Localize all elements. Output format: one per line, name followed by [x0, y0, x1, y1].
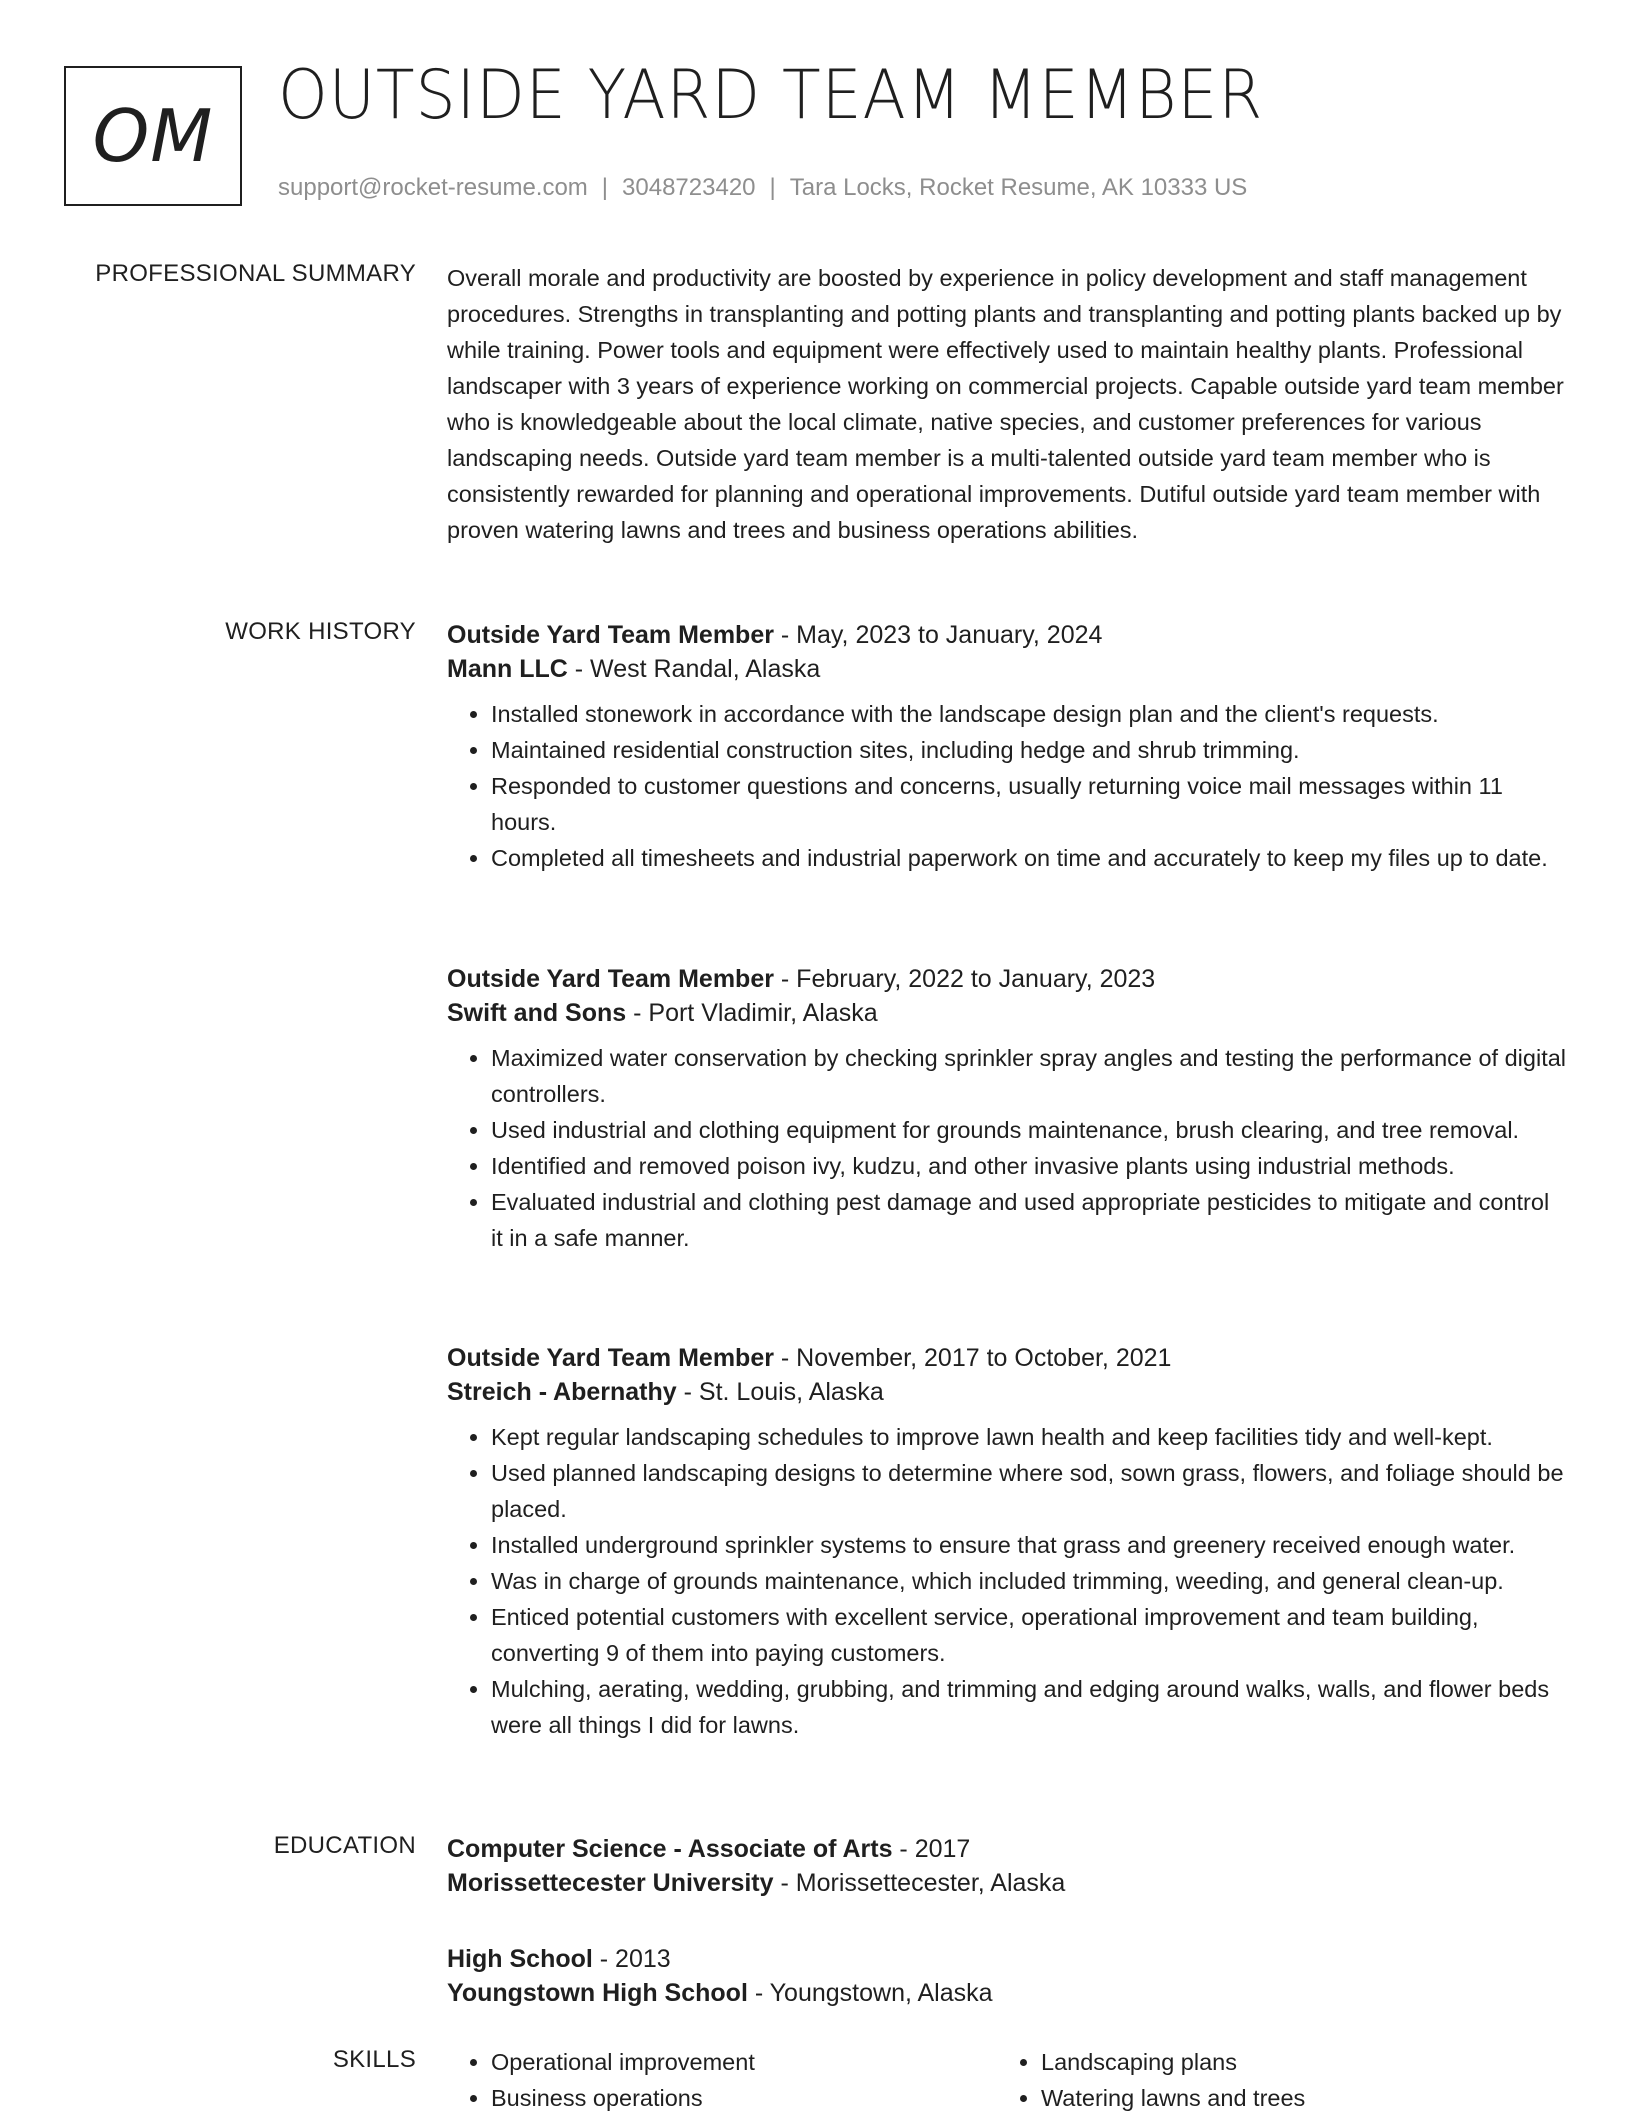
skill-item: • Business operations — [491, 2080, 997, 2116]
section-label-skills: SKILLS — [332, 2046, 416, 2073]
job-location: - West Randal, Alaska — [567, 655, 821, 683]
skills-column-left — [447, 2044, 997, 2116]
job-dates: - November, 2017 to October, 2021 — [773, 1344, 1172, 1372]
job-company-line — [447, 1375, 1567, 1409]
education-degree: Computer Science - Associate of Arts — [447, 1835, 893, 1863]
job-title-line — [447, 962, 1567, 996]
job-company: Streich - Abernathy — [447, 1378, 677, 1406]
education-degree-line — [447, 1832, 1567, 1866]
job-title-line — [447, 618, 1567, 652]
job-entry — [447, 618, 1567, 876]
monogram-box — [64, 66, 242, 206]
contact-email[interactable]: support@rocket-resume.com — [278, 174, 588, 201]
list-item: • Identified and removed poison ivy, kudzu, and other invasive plants using industrial methods. — [491, 1148, 1567, 1184]
contact-phone[interactable]: 3048723420 — [622, 174, 756, 201]
education-location: - Morissettecester, Alaska — [773, 1869, 1066, 1897]
education-school-line — [447, 1976, 1567, 2010]
education-year: - 2013 — [592, 1945, 671, 1973]
education-degree: High School — [447, 1945, 593, 1973]
education-school-line — [447, 1866, 1567, 1900]
list-item: • Responded to customer questions and concerns, usually returning voice mail messages within 11 hours. — [491, 768, 1567, 840]
job-title-line — [447, 1341, 1567, 1375]
list-item: • Maintained residential construction sites, including hedge and shrub trimming. — [491, 732, 1567, 768]
resume-title: OUTSIDE YARD TEAM MEMBER — [278, 56, 1264, 135]
job-dates: - May, 2023 to January, 2024 — [773, 621, 1103, 649]
list-item: • Mulching, aerating, wedding, grubbing, and trimming and edging around walks, walls, and flower beds were all things I did for lawns. — [491, 1671, 1567, 1743]
job-company: Swift and Sons — [447, 999, 627, 1027]
skill-item: • Operational improvement — [491, 2044, 997, 2080]
skill-item: • Landscaping plans — [1041, 2044, 1547, 2080]
job-bullets — [447, 696, 1567, 876]
skill-item: • Watering lawns and trees — [1041, 2080, 1547, 2116]
job-company-line — [447, 996, 1567, 1030]
education-location: - Youngstown, Alaska — [747, 1979, 993, 2007]
education-entry — [447, 1942, 1567, 2010]
contact-line — [278, 174, 1247, 202]
education-school: Morissettecester University — [447, 1869, 774, 1897]
contact-separator: | — [601, 174, 609, 201]
list-item: • Used industrial and clothing equipment for grounds maintenance, brush clearing, and tree removal. — [491, 1112, 1567, 1148]
section-label-work: WORK HISTORY — [225, 618, 416, 645]
contact-separator: | — [769, 174, 776, 201]
education-degree-line — [447, 1942, 1567, 1976]
job-title: Outside Yard Team Member — [447, 1344, 774, 1372]
job-company-line — [447, 652, 1567, 686]
list-item: • Maximized water conservation by checking sprinkler spray angles and testing the performance of digital controllers. — [491, 1040, 1567, 1112]
job-bullets — [447, 1419, 1567, 1743]
education-school: Youngstown High School — [447, 1979, 748, 2007]
job-company: Mann LLC — [447, 655, 568, 683]
job-title: Outside Yard Team Member — [447, 621, 774, 649]
list-item: • Evaluated industrial and clothing pest damage and used appropriate pesticides to mitigate and control it in a safe manner. — [491, 1184, 1567, 1256]
list-item: • Completed all timesheets and industrial paperwork on time and accurately to keep my files up to date. — [491, 840, 1567, 876]
summary-section — [447, 260, 1567, 548]
job-title: Outside Yard Team Member — [447, 965, 774, 993]
section-label-education: EDUCATION — [273, 1832, 416, 1859]
list-item: • Used planned landscaping designs to determine where sod, sown grass, flowers, and foliage should be placed. — [491, 1455, 1567, 1527]
job-entry — [447, 962, 1567, 1256]
job-location: - St. Louis, Alaska — [676, 1378, 884, 1406]
job-bullets — [447, 1040, 1567, 1256]
education-entry — [447, 1832, 1567, 1900]
job-entry — [447, 1341, 1567, 1743]
job-location: - Port Vladimir, Alaska — [626, 999, 878, 1027]
monogram-initials: OM — [92, 94, 214, 178]
contact-address: Tara Locks, Rocket Resume, AK 10333 US — [789, 174, 1248, 201]
summary-text: Overall morale and productivity are boosted by experience in policy development and staff management procedures. Strengths in transplanting and potting plants and transplanting and potting plants backed up by while training. Power tools and equipment were effectively used to maintain healthy plants. Professional landscaper with 3 years of experience working on commercial projects. Capable outside yard team member who is knowledgeable about the local climate, native species, and customer preferences for various landscaping needs. Outside yard team member is a multi-talented outside yard team member who is consistently rewarded for planning and operational improvements. Dutiful outside yard team member with proven watering lawns and trees and business operations abilities. — [447, 265, 1564, 543]
list-item: • Enticed potential customers with excellent service, operational improvement and team building, converting 9 of them into paying customers. — [491, 1599, 1567, 1671]
list-item: • Kept regular landscaping schedules to improve lawn health and keep facilities tidy and well-kept. — [491, 1419, 1567, 1455]
skills-column-right — [997, 2044, 1547, 2116]
education-year: - 2017 — [892, 1835, 971, 1863]
job-dates: - February, 2022 to January, 2023 — [773, 965, 1156, 993]
list-item: • Was in charge of grounds maintenance, which included trimming, weeding, and general clean-up. — [491, 1563, 1567, 1599]
skills-list — [447, 2044, 1567, 2116]
list-item: • Installed underground sprinkler systems to ensure that grass and greenery received enough water. — [491, 1527, 1567, 1563]
list-item: • Installed stonework in accordance with the landscape design plan and the client's requests. — [491, 696, 1567, 732]
section-label-summary: PROFESSIONAL SUMMARY — [95, 260, 416, 287]
